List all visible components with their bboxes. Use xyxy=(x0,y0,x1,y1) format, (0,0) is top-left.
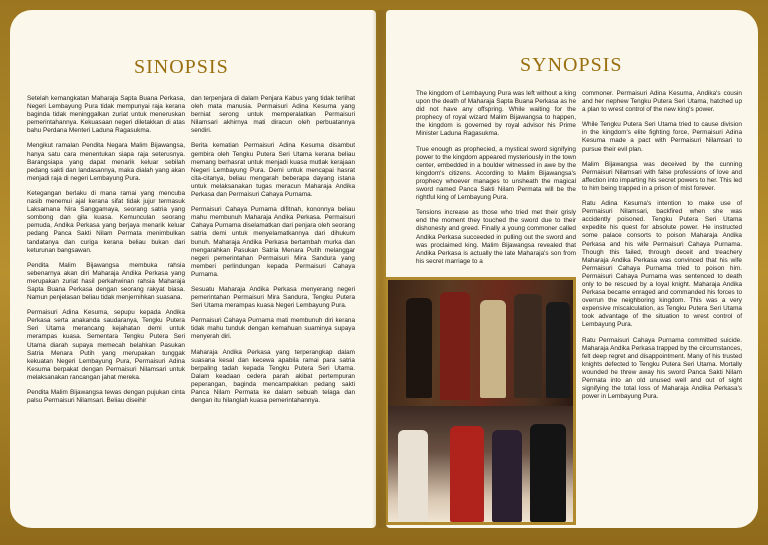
left-page xyxy=(10,10,376,528)
figure-silhouette xyxy=(514,294,542,398)
figure-silhouette xyxy=(440,292,470,400)
paragraph: Ratu Adina Kesuma's intention to make use of Permaisuri Nilamsari, backfired when she was accidently poisoned. Tengku Putera Seri Utama expedite his quest for absolute power. He instructed some palace consorts to poison Maharaja Andika Perkasa and his wife Permaisuri Cahaya Purnama. Though this failed, through deceit and treachery Maharaja Andika Perkasa was convinced that his wife Permaisuri Cahaya Purnama tried to poison him. Permaisuri Cahaya Purnama was sentenced to death only to be rescued by a loyal knight. Maharaja Andika Perkasa became enraged and commanded his forces to overrun the neighboring kingdom. This was a very expensive miscalculation, as Tengku Putera Seri Utama took advantage of the situation to wrest control of Lembayung Pura. xyxy=(582,200,742,329)
figure-silhouette xyxy=(492,430,522,522)
paragraph: Maharaja Andika Perkasa yang terperangkap dalam suasana kesal dan kecewa apabila ramai para satria berpaling tadah kepada Tengku Putera Seri Utama. Dalam keadaan cedera parah akibat pertempuran peperangan, baginda mencampakkan pedang sakti Panca Nilam Permata ke dalam sebuah telaga dan dengan itu hilanglah kuasa pemerintahannya. xyxy=(191,348,355,405)
production-photo xyxy=(386,277,576,525)
page-title: SINOPSIS xyxy=(134,56,229,78)
paragraph: Pendita Malim Bijawangsa membuka rahsia sebenarnya akan diri Maharaja Andika Perkasa yang merupakan zuriat hasil perkahwinan rahsia Maharaja Sapta Buana Perkasa dengan seorang rakyat biasa. Namun penjelasan beliau tidak menjernihkan suasana. xyxy=(27,261,185,302)
paragraph: Berita kematian Permaisuri Adina Kesuma disambut gembira oleh Tengku Putera Seri Utama kerana beliau memang berhasrat untuk menjadi kuasa mutlak kerajaan Negeri Lembayung Pura. Demi untuk mencapai hasrat cita-citanya, beliau mengarah beberapa dayang istana untuk melaksanakan tugas meracun Maharaja Andika Perkasa dan Permaisuri Cahaya Purnama. xyxy=(191,142,355,199)
text-column xyxy=(27,95,185,412)
paragraph: Setelah kemangkatan Maharaja Sapta Buana Perkasa, Negeri Lembayung Pura tidak mempunyai raja kerana baginda tidak meninggalkan zuriat untuk meneruskan pemerintahannya. Kekuasaan negeri diletakkan di atas bahu Perdana Menteri Laduna Ragasukma. xyxy=(27,95,185,135)
paragraph: Permaisuri Cahaya Purnama difitnah, kononnya beliau mahu membunuh Maharaja Andika Perkasa. Permaisuri Cahaya Purnama diselamatkan dari penjara oleh seorang satria demi untuk menyelamatkannya dari dihukum bunuh. Maharaja Andika Perkasa bertambah murka dan mengarahkan Pasukan Satria Menara Putih melanggar negeri pemerintahan Permaisuri Mira Sandura yang memberi perlindungan kepada Permaisuri Cahaya Purnama. xyxy=(191,206,355,278)
figure-silhouette xyxy=(398,430,428,522)
paragraph: Permaisuri Adina Kesuma, sepupu kepada Andika Perkasa serta anakanda saudaranya, Tengku Putera Seri Utama merancang kejahatan demi untuk merampas kuasa. Sementara Tengku Putera Seri Utama diarah supaya memecah belahkan Pasukan Satria Menara Putih yang merupakan tunggak kekuatan Negeri Lembayung Pura, Permaisuri Adina Kesuma berpakat dengan Permaisuri Nilamsari untuk melaksanakan rancangan jahat mereka. xyxy=(27,309,185,381)
figure-silhouette xyxy=(546,302,570,398)
paragraph: Sesuatu Maharaja Andika Perkasa menyerang negeri pemerintahan Permaisuri Mira Sandura, Tengku Putera Seri Utama merampas kuasa Negeri Lembayung Pura. xyxy=(191,285,355,310)
page-title: SYNOPSIS xyxy=(520,54,623,76)
paragraph: Pendita Malim Bijawangsa tewas dengan pujukan cinta palsu Permaisuri Nilamsari. Beliau diseihir xyxy=(27,389,185,405)
text-column xyxy=(582,90,742,408)
paragraph: While Tengku Putera Seri Utama tried to cause division in the kingdom's elite fighting force, Permaisuri Adina Kesuma made a pact with Permaisuri Nilamsari to pursue their evil plan. xyxy=(582,121,742,153)
paragraph: Permaisuri Cahaya Purnama mati membunuh diri kerana tidak mahu tunduk dengan kemahuan suaminya supaya menyerah diri. xyxy=(191,317,355,341)
paragraph: commoner. Permaisuri Adina Kesuma, Andika's cousin and her nephew Tengku Putera Seri Utama, hatched up a plan to wrest control of the new king's power. xyxy=(582,90,742,114)
text-column xyxy=(416,90,576,275)
paragraph: True enough as prophecied, a mystical sword signifying power to the kingdom appeared mysteriously in the town center, embedded in a boulder witnessed in awe by the kingdom's citizens. According to Malim Bijawangsa's prophecy whoever manages to unsheath the magical sword named Panca Sakti Nilam Permata will be the rightful king of Lembayung Pura. xyxy=(416,145,576,202)
figure-silhouette xyxy=(480,300,506,398)
figure-silhouette xyxy=(450,426,484,522)
paragraph: Mengikut ramalan Pendita Negara Malim Bijawangsa, hanya satu cara menentukan siapa raja seterusnya. Barangsiapa yang dapat menarik keluar sebilah pedang sakti dan landasannya, maka dialah yang akan menjadi raja di negeri Lembayung Pura. xyxy=(27,142,185,182)
paragraph: dan terpenjara di dalam Penjara Kabus yang tidak terlihat oleh mata manusia. Permaisuri Adina Kesuma yang berniat serong untuk memperalatkan Permaisuri Nilamsari akhirnya mati diracun oleh perbuatannya sendiri. xyxy=(191,95,355,135)
paragraph: Ratu Permaisuri Cahaya Purnama committed suicide. Maharaja Andika Perkasa trapped by the circumstances, felt deep regret and disappointment. Many of his trusted knights defected to Tengku Putera Seri Utama. Mortally wounded he threw away his sword Panca Sakti Nilam Permata into an old unused well and out of sight signifying the total loss of Maharaja Andika Perkasa's power in Lembayung Pura. xyxy=(582,336,742,401)
paragraph: Tensions increase as those who tried met their grisly end the moment they touched the sword due to their dishonesty and greed. Finally a young commoner called Andika Perkasa succeeded in pulling out the sword and was proclaimed king. Malim Bijawangsa revealed that Andika Perkasa is actually the late Maharaja's son from his secret marriage to a xyxy=(416,209,576,265)
paragraph: Malim Bijawangsa was deceived by the cunning Permaisuri Nilamsari with false professions of love and affection into imparting his secret powers to her. This led to him being trapped in a prison of mist forever. xyxy=(582,160,742,192)
figure-silhouette xyxy=(530,424,566,522)
paragraph: Ketegangan berlaku di mana ramai yang mencuba nasib menemui ajal kerana sifat tidak jujur termasuk Laksamana Nira Sanggamaya, seorang satria yang sombong dan gila kuasa. Kemunculan seorang pemuda, Andika Perkasa yang berjaya menarik keluar pedang Panca Sakti Nilam Permata menimbulkan tandatanya dan curiga kerana beliau bukan dari keturunan bangsawan. xyxy=(27,189,185,254)
figure-silhouette xyxy=(406,298,432,398)
paragraph: The kingdom of Lembayung Pura was left without a king upon the death of Maharaja Sapta Buana Perkasa as he did not have any offspring. While waiting for the prophecy of royal wizard Malim Bijawangsa to happen, the kingdom is governed by royal advisor his Prime Minister Laduna Ragasukma. xyxy=(416,90,576,138)
text-column xyxy=(191,95,355,412)
right-page xyxy=(386,10,758,528)
